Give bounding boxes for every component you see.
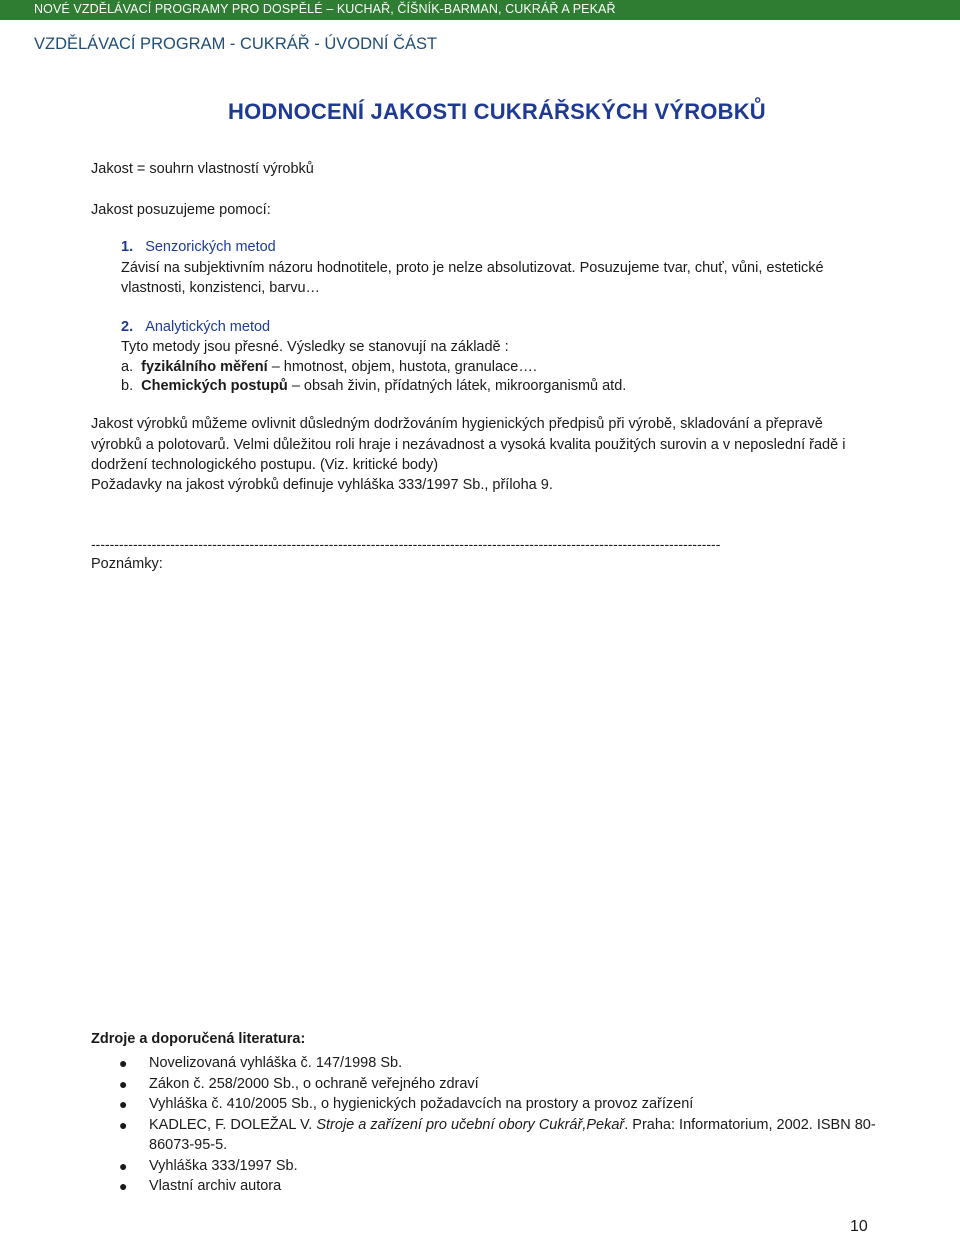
reference-item [91, 1115, 876, 1156]
reference-italic-title: Stroje a zařízení pro učební obory Cukrář,Pekař [316, 1116, 625, 1133]
reference-text: Vyhláška 333/1997 Sb. [149, 1157, 298, 1174]
item-b-bold: Chemických postupů [141, 378, 288, 394]
bullet-icon: ● [119, 1178, 128, 1194]
method-2-title: Analytických metod [145, 319, 271, 335]
method-1-text-line2: vlastnosti, konzistenci, barvu… [121, 280, 321, 296]
reference-text: Zákon č. 258/2000 Sb., o ochraně veřejného zdraví [149, 1075, 479, 1092]
assessment-intro: Jakost posuzujeme pomocí: [91, 202, 271, 218]
reference-text: . Praha: Informatorium, 2002. ISBN 80- [624, 1116, 876, 1133]
references-section [91, 1031, 876, 1197]
quality-definition: Jakost = souhrn vlastností výrobků [91, 161, 314, 177]
item-a-label: a. [121, 359, 134, 375]
method-2-text: Tyto metody jsou přesné. Výsledky se stanovují na základě : [121, 339, 509, 355]
reference-item [91, 1156, 876, 1177]
method-2-number: 2. [121, 319, 134, 335]
method-2-heading [121, 319, 270, 335]
reference-text: Vlastní archiv autora [149, 1178, 282, 1194]
bullet-icon: ● [119, 1055, 128, 1071]
reference-item [91, 1176, 876, 1197]
notes-label: Poznámky: [91, 556, 163, 572]
reference-item [91, 1053, 876, 1074]
bullet-icon: ● [119, 1096, 128, 1112]
method-1-number: 1. [121, 239, 134, 255]
references-list [91, 1053, 876, 1197]
header-banner-text: NOVÉ VZDĚLÁVACÍ PROGRAMY PRO DOSPĚLÉ – KUCHAŘ, ČÍŠNÍK-BARMAN, CUKRÁŘ A PEKAŘ [34, 2, 616, 16]
method-1-heading [121, 239, 276, 255]
item-b-text: – obsah živin, přídatných látek, mikroorganismů atd. [287, 378, 627, 394]
reference-text: KADLEC, F. DOLEŽAL V. [149, 1116, 317, 1133]
method-2-item-a [121, 359, 537, 375]
header-banner [0, 0, 960, 20]
separator-line: --------------------------------------------------------------------------------------------------------------------------------------- [91, 536, 721, 552]
paragraph-line1: Jakost výrobků můžeme ovlivnit důsledným dodržováním hygienických předpisů při výrobě, skladování a přepravě [91, 416, 823, 432]
references-title: Zdroje a doporučená literatura: [91, 1031, 306, 1047]
reference-text: 86073-95-5. [149, 1137, 228, 1153]
reference-text: Novelizovaná vyhláška č. 147/1998 Sb. [149, 1055, 403, 1071]
paragraph-line2: výrobků a polotovarů. Velmi důležitou roli hraje i nezávadnost a vysoká kvalita použitých surovin a v neposlední řadě i [91, 437, 846, 453]
item-a-bold: fyzikálního měření [141, 359, 268, 375]
page-title: HODNOCENÍ JAKOSTI CUKRÁŘSKÝCH VÝROBKŮ [228, 99, 766, 124]
reference-item [91, 1094, 876, 1115]
reference-item [91, 1074, 876, 1095]
item-b-label: b. [121, 378, 134, 394]
program-subtitle: VZDĚLÁVACÍ PROGRAM - CUKRÁŘ - ÚVODNÍ ČÁST [34, 35, 438, 53]
paragraph-line3: dodržení technologického postupu. (Viz. kritické body) [91, 457, 439, 473]
method-1-title: Senzorických metod [145, 239, 276, 255]
page-number: 10 [850, 1218, 868, 1235]
paragraph-line4: Požadavky na jakost výrobků definuje vyhláška 333/1997 Sb., příloha 9. [91, 477, 553, 493]
bullet-icon: ● [119, 1157, 128, 1174]
reference-text: Vyhláška č. 410/2005 Sb., o hygienických požadavcích na prostory a provoz zařízení [149, 1096, 694, 1112]
method-2-item-b [121, 378, 626, 394]
bullet-icon: ● [119, 1075, 128, 1092]
item-a-text: – hmotnost, objem, hustota, granulace…. [267, 359, 537, 375]
method-1-text-line1: Závisí na subjektivním názoru hodnotitele, proto je nelze absolutizovat. Posuzujeme tvar, chuť, vůni, estetické [121, 260, 824, 276]
bullet-icon: ● [119, 1116, 128, 1133]
